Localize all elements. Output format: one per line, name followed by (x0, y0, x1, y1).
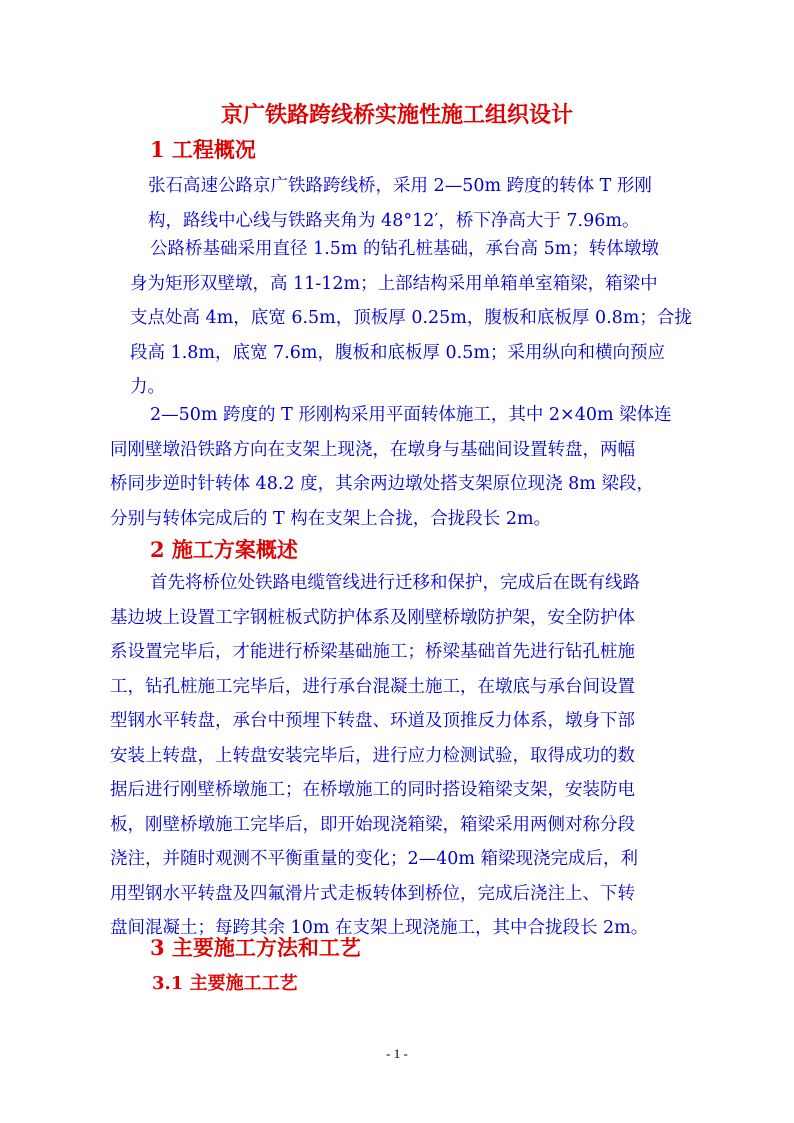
paragraph-1-3 (110, 398, 678, 536)
paragraph-line: 基边坡上设置工字钢桩板式防护体系及刚壁桥墩防护架，安全防护体 (110, 607, 635, 628)
paragraph-line: 安装上转盘，上转盘安装完毕后，进行应力检测试验，取得成功的数 (110, 745, 635, 766)
paragraph-1-1 (148, 169, 678, 238)
paragraph-line: 身为矩形双壁墩，高 11-12m；上部结构采用单箱单室箱梁，箱梁中 (130, 273, 658, 294)
page-number: - 1 - (386, 1046, 408, 1061)
section-heading-3: 3 主要施工方法和工艺 (150, 935, 361, 960)
paragraph-line: 据后进行刚壁桥墩施工；在桥墩施工的同时搭设箱梁支架，安装防电 (110, 780, 635, 800)
paragraph-line: 桥同步逆时针转体 48.2 度，其余两边墩处搭支架原位现浇 8m 梁段， (110, 474, 654, 494)
paragraph-line: 盘间混凝土；每跨其余 10m 在支架上现浇施工，其中合拢段长 2m。 (110, 918, 649, 938)
section-heading-1: 1 工程概况 (150, 137, 256, 162)
paragraph-line: 段高 1.8m，底宽 7.6m，腹板和底板厚 0.5m；采用纵向和横向预应 (130, 342, 665, 363)
paragraph-line: 浇注，并随时观测不平衡重量的变化；2—40m 箱梁现浇完成后，利 (110, 849, 639, 869)
paragraph-line: 型钢水平转盘，承台中预埋下转盘、环道及顶推反力体系，墩身下部 (110, 711, 635, 731)
paragraph-line: 力。 (130, 377, 165, 397)
paragraph-1-2 (130, 232, 692, 405)
paragraph-line: 分别与转体完成后的 T 构在支架上合拢，合拢段长 2m。 (110, 508, 552, 529)
paragraph-line: 同刚壁墩沿铁路方向在支架上现浇，在墩身与基础间设置转盘，两幅 (110, 439, 635, 460)
paragraph-line: 系设置完毕后，才能进行桥梁基础施工；桥梁基础首先进行钻孔桩施 (110, 642, 635, 662)
document-title: 京广铁路跨线桥实施性施工组织设计 (220, 102, 573, 128)
paragraph-2-1 (110, 566, 678, 946)
paragraph-line: 2—50m 跨度的 T 形刚构采用平面转体施工，其中 2×40m 梁体连 (150, 405, 672, 425)
paragraph-line: 张石高速公路京广铁路跨线桥，采用 2—50m 跨度的转体 T 形刚 (148, 176, 652, 196)
section-heading-2: 2 施工方案概述 (150, 537, 298, 562)
subsection-heading-3-1: 3.1 主要施工工艺 (152, 973, 298, 994)
paragraph-line: 用型钢水平转盘及四氟滑片式走板转体到桥位，完成后浇注上、下转 (110, 883, 635, 904)
paragraph-line: 首先将桥位处铁路电缆管线进行迁移和保护，完成后在既有线路 (150, 573, 640, 593)
paragraph-line: 构，路线中心线与铁路夹角为 48°12′，桥下净高大于 7.96m。 (148, 210, 640, 231)
paragraph-line: 工，钻孔桩施工完毕后，进行承台混凝土施工，在墩底与承台间设置 (110, 676, 635, 697)
paragraph-line: 板，刚壁桥墩施工完毕后，即开始现浇箱梁，箱梁采用两侧对称分段 (110, 814, 635, 835)
paragraph-line: 支点处高 4m，底宽 6.5m，顶板厚 0.25m，腹板和底板厚 0.8m；合拢 (130, 308, 692, 328)
paragraph-line: 公路桥基础采用直径 1.5m 的钻孔桩基础，承台高 5m；转体墩墩 (150, 239, 659, 259)
